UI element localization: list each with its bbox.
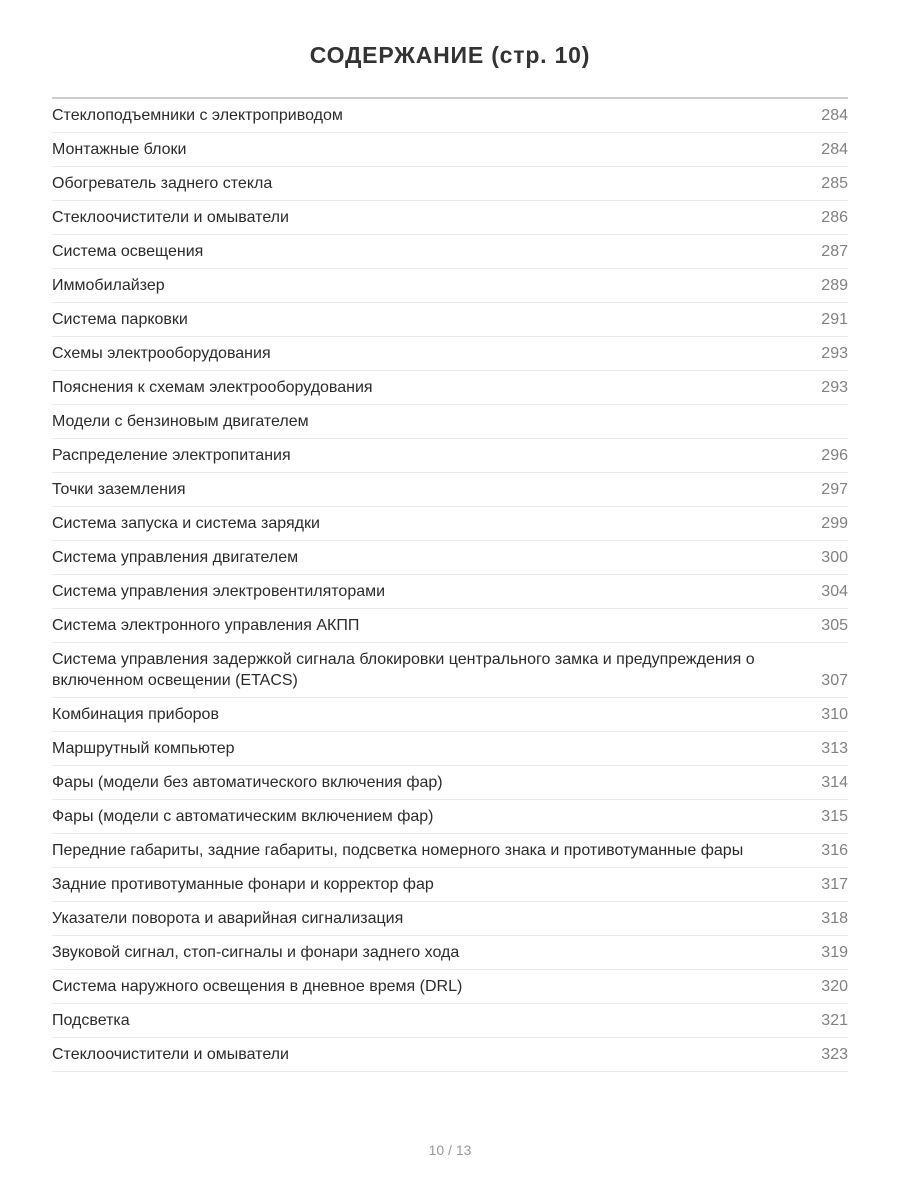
toc-entry[interactable] [52,732,848,766]
toc-entry-label: Система запуска и система зарядки [52,515,320,532]
toc-entry-label: Монтажные блоки [52,141,187,158]
toc-entry[interactable] [52,371,848,405]
toc-entry[interactable] [52,766,848,800]
toc-entry[interactable] [52,303,848,337]
page-indicator: 10 / 13 [428,1142,472,1158]
toc-entry[interactable] [52,698,848,732]
toc-entry-label: Стеклоочистители и омыватели [52,209,289,226]
toc-entry[interactable] [52,235,848,269]
toc-entry-page-number: 317 [821,876,848,893]
toc-entry-label: Пояснения к схемам электрооборудования [52,379,373,396]
toc-entry[interactable] [52,1038,848,1072]
toc-entry-page-number: 287 [821,243,848,260]
toc-entry-page-number: 318 [821,910,848,927]
toc-entry[interactable] [52,1004,848,1038]
toc-entry-page-number: 323 [821,1046,848,1063]
toc-entry-label: Звуковой сигнал, стоп-сигналы и фонари заднего хода [52,944,460,961]
toc-entry-page-number: 285 [821,175,848,192]
toc-entry-page-number: 300 [821,549,848,566]
toc-entry[interactable] [52,439,848,473]
toc-entry[interactable] [52,99,848,133]
toc-entry-label: Система управления электровентиляторами [52,583,386,600]
toc-entry-page-number: 293 [821,379,848,396]
toc-entry[interactable] [52,902,848,936]
toc-entry-label: Система парковки [52,311,188,328]
toc-entry-page-number: 299 [821,515,848,532]
toc-entry-label: Система электронного управления АКПП [52,617,360,634]
toc-entry-page-number: 310 [821,706,848,723]
toc-entry[interactable] [52,800,848,834]
toc-entry-page-number: 320 [821,978,848,995]
toc-entry[interactable] [52,269,848,303]
toc-entry-label: Маршрутный компьютер [52,740,235,757]
toc-entry-label: Фары (модели без автоматического включения фар) [52,774,443,791]
toc-entry-page-number: 313 [821,740,848,757]
toc-entry[interactable] [52,575,848,609]
toc-entry[interactable] [52,868,848,902]
toc-entry-label: Стеклоподъемники с электроприводом [52,107,343,124]
toc-entry-label: Обогреватель заднего стекла [52,175,273,192]
toc-entry-page-number: 297 [821,481,848,498]
toc-entry-label: Фары (модели с автоматическим включением фар) [52,808,434,825]
toc-entry[interactable] [52,643,848,698]
toc-entry[interactable] [52,507,848,541]
toc-entry-label: Точки заземления [52,481,186,498]
toc-entry-page-number: 305 [821,617,848,634]
toc-entry[interactable] [52,405,848,439]
toc-entry-page-number: 315 [821,808,848,825]
toc-entry-page-number: 291 [821,311,848,328]
toc-entry[interactable] [52,936,848,970]
toc-entry-label: Задние противотуманные фонари и корректор фар [52,876,434,893]
toc-entry-label: Распределение электропитания [52,447,291,464]
toc-entry-page-number: 289 [821,277,848,294]
toc-entry-label: Подсветка [52,1012,130,1029]
toc-entry-page-number: 284 [821,141,848,158]
toc-entry-label: Система управления задержкой сигнала блокировки центрального замка и предупреждения о включенном освещении (ETACS) [52,651,755,689]
toc-entry-page-number: 286 [821,209,848,226]
toc-entry-page-number: 296 [821,447,848,464]
toc-entry[interactable] [52,970,848,1004]
toc-entry-page-number: 293 [821,345,848,362]
toc-list [52,99,848,1072]
toc-entry-label: Комбинация приборов [52,706,219,723]
toc-entry[interactable] [52,609,848,643]
toc-entry-page-number: 307 [821,672,848,689]
toc-entry-page-number: 321 [821,1012,848,1029]
toc-entry[interactable] [52,834,848,868]
toc-entry[interactable] [52,337,848,371]
toc-entry-label: Стеклоочистители и омыватели [52,1046,289,1063]
toc-entry[interactable] [52,473,848,507]
toc-entry[interactable] [52,201,848,235]
toc-entry-label: Передние габариты, задние габариты, подсветка номерного знака и противотуманные фары [52,842,744,859]
toc-entry-label: Указатели поворота и аварийная сигнализация [52,910,404,927]
toc-entry[interactable] [52,133,848,167]
toc-entry-label: Модели с бензиновым двигателем [52,413,309,430]
toc-entry-label: Иммобилайзер [52,277,165,294]
toc-entry-page-number: 304 [821,583,848,600]
toc-entry-page-number: 316 [821,842,848,859]
toc-entry-page-number: 284 [821,107,848,124]
toc-entry-label: Система освещения [52,243,204,260]
toc-entry-label: Система управления двигателем [52,549,299,566]
toc-entry-label: Система наружного освещения в дневное время (DRL) [52,978,463,995]
toc-entry[interactable] [52,541,848,575]
toc-entry-label: Схемы электрооборудования [52,345,271,362]
toc-entry-page-number: 314 [821,774,848,791]
toc-entry[interactable] [52,167,848,201]
page-title: СОДЕРЖАНИЕ (стр. 10) [309,42,591,68]
toc-entry-page-number: 319 [821,944,848,961]
